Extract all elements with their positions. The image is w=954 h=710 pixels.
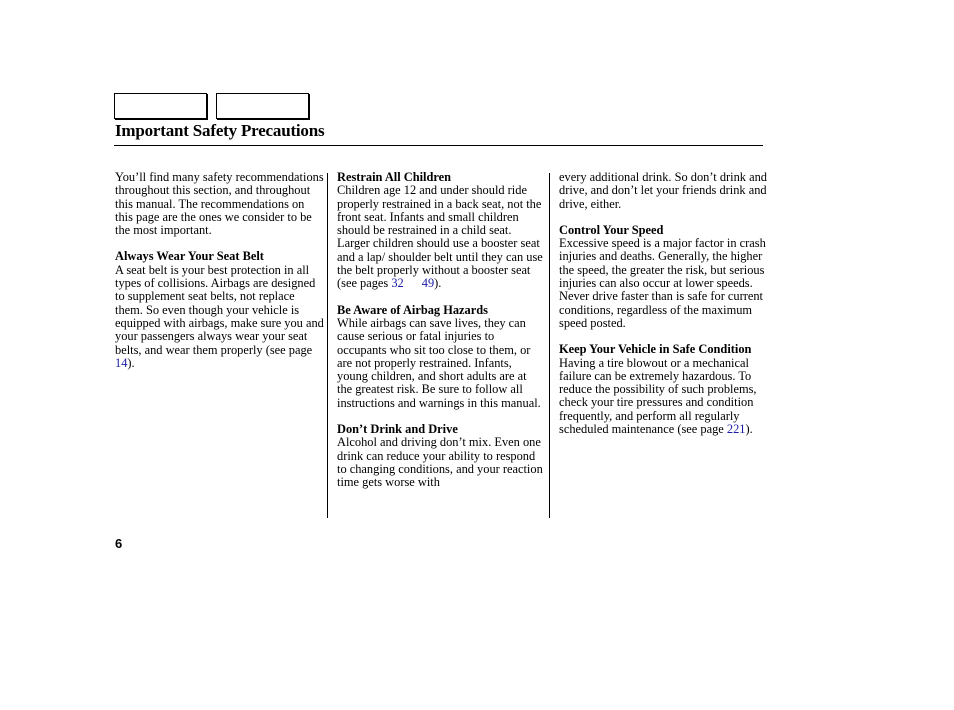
page-link-32[interactable]: 32 — [391, 276, 404, 291]
seatbelt-paragraph — [115, 264, 325, 370]
drink-paragraph: Alcohol and driving don’t mix. Even one drink can reduce your ability to respond to changing conditions, and your reaction time gets worse with — [337, 435, 543, 490]
condition-text: Having a tire blowout or a mechanical failure can be extremely hazardous. To reduce the possibility of such problems, check your tire pressures and condition frequently, and perform all regularly scheduled maintenance (see page — [559, 355, 757, 437]
airbag-paragraph: While airbags can save lives, they can cause serious or fatal injuries to occupants who sit too close to them, or are not properly restrained. Infants, young children, and short adults are at the greatest risk. Be sure to follow all instructions and warnings in this manual. — [337, 315, 541, 410]
seatbelt-text: A seat belt is your best protection in all types of collisions. Airbags are designed to supplement seat belts, not replace them. So even though your vehicle is equipped with airbags, make sure you and your passengers always wear your seat belts, and wear them properly (see page — [115, 262, 324, 357]
children-heading: Restrain All Children — [337, 170, 452, 184]
condition-paragraph — [559, 357, 769, 437]
column-divider-1 — [327, 173, 328, 518]
title-divider — [114, 145, 763, 146]
speed-paragraph: Excessive speed is a major factor in crash injuries and deaths. Generally, the higher the speed, the greater the risk, but serious injuries can also occur at lower speeds. Never drive faster than is safe for current conditions, regardless of the maximum speed posted. — [559, 236, 766, 330]
condition-tail: ). — [745, 422, 753, 437]
page-link-14[interactable]: 14 — [115, 355, 128, 370]
seatbelt-heading: Always Wear Your Seat Belt — [115, 249, 264, 264]
page-title: Important Safety Precautions — [115, 121, 325, 140]
column-3 — [559, 171, 769, 449]
seatbelt-tail: ). — [127, 355, 135, 370]
drink-continued-paragraph: every additional drink. So don’t drink and drive, and don’t let your friends drink and drive, either. — [559, 170, 767, 211]
page-link-49[interactable]: 49 — [421, 276, 435, 291]
condition-heading: Keep Your Vehicle in Safe Condition — [559, 342, 752, 357]
column-2 — [337, 171, 543, 503]
main-menu-button[interactable] — [114, 93, 207, 119]
page-link-221[interactable]: 221 — [726, 422, 746, 437]
airbag-heading: Be Aware of Airbag Hazards — [337, 302, 488, 317]
drink-heading: Don’t Drink and Drive — [337, 422, 458, 437]
speed-heading: Control Your Speed — [559, 222, 664, 237]
children-text: Children age 12 and under should ride properly restrained in a back seat, not the front seat. Infants and small children should be restrained in a child seat. Larger children should use a booster seat and a lap/ shoulder belt until they can use the belt properly without a booster seat (see pages — [337, 183, 543, 291]
children-paragraph — [337, 184, 543, 290]
column-divider-2 — [549, 173, 550, 518]
intro-paragraph: You’ll find many safety recommendations throughout this section, and throughout this manual. The recommendations on this page are the ones we consider to be the most important. — [115, 170, 324, 238]
index-button[interactable] — [216, 93, 309, 119]
children-tail: ). — [434, 276, 442, 291]
column-1 — [115, 171, 325, 383]
page-number: 6 — [115, 536, 123, 551]
